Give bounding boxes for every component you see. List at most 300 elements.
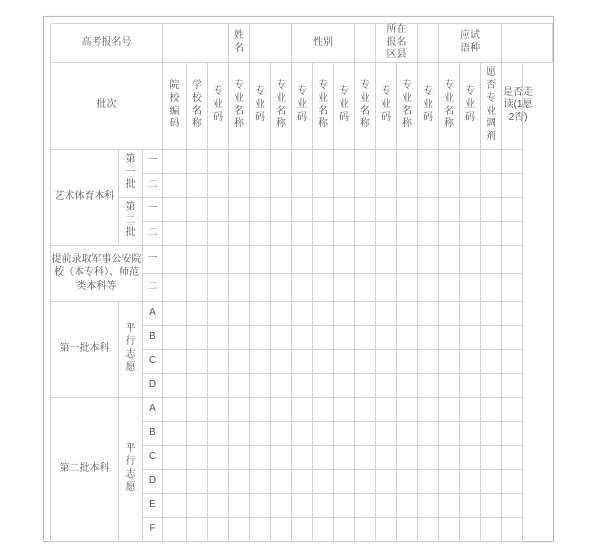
entry-cell[interactable] (163, 397, 187, 421)
entry-cell[interactable] (292, 493, 313, 517)
entry-cell[interactable] (397, 397, 418, 421)
entry-cell[interactable] (502, 349, 523, 373)
entry-cell[interactable] (460, 173, 481, 197)
entry-cell[interactable] (481, 469, 502, 493)
entry-cell[interactable] (187, 245, 208, 273)
col-header: 愿否专业调剂 (481, 62, 502, 149)
entry-cell[interactable] (481, 349, 502, 373)
entry-cell[interactable] (376, 197, 397, 221)
entry-cell[interactable] (439, 245, 460, 273)
entry-cell[interactable] (418, 421, 439, 445)
entry-cell[interactable] (271, 197, 292, 221)
entry-cell[interactable] (292, 349, 313, 373)
entry-cell[interactable] (439, 173, 460, 197)
first-parallel-label: 平行志愿 (119, 301, 143, 397)
entry-cell[interactable] (208, 445, 229, 469)
entry-cell[interactable] (313, 273, 334, 301)
entry-cell[interactable] (418, 245, 439, 273)
entry-cell[interactable] (313, 173, 334, 197)
entry-cell[interactable] (334, 469, 355, 493)
entry-cell[interactable] (229, 493, 250, 517)
entry-cell[interactable] (271, 301, 292, 325)
entry-cell[interactable] (334, 245, 355, 273)
entry-cell[interactable] (163, 149, 187, 173)
entry-cell[interactable] (355, 421, 376, 445)
entry-cell[interactable] (439, 197, 460, 221)
entry-cell[interactable] (271, 493, 292, 517)
entry-cell[interactable] (229, 149, 250, 173)
entry-cell[interactable] (187, 349, 208, 373)
entry-cell[interactable] (187, 493, 208, 517)
col-header: 专业码 (334, 62, 355, 149)
first-batch-label: 第一批本科 (51, 301, 119, 397)
entry-cell[interactable] (313, 349, 334, 373)
entry-cell[interactable] (355, 397, 376, 421)
entry-cell[interactable] (397, 349, 418, 373)
entry-cell[interactable] (355, 469, 376, 493)
entry-cell[interactable] (187, 325, 208, 349)
entry-cell[interactable] (481, 221, 502, 245)
entry-cell[interactable] (460, 245, 481, 273)
entry-cell[interactable] (355, 373, 376, 397)
entry-cell[interactable] (397, 221, 418, 245)
entry-cell[interactable] (376, 517, 397, 541)
entry-cell[interactable] (208, 397, 229, 421)
entry-cell[interactable] (334, 173, 355, 197)
entry-cell[interactable] (397, 445, 418, 469)
entry-cell[interactable] (439, 397, 460, 421)
col-header: 院校编码 (163, 62, 187, 149)
entry-cell[interactable] (481, 173, 502, 197)
entry-cell[interactable] (313, 325, 334, 349)
entry-cell[interactable] (292, 517, 313, 541)
entry-cell[interactable] (376, 493, 397, 517)
entry-cell[interactable] (313, 469, 334, 493)
entry-cell[interactable] (250, 517, 271, 541)
entry-cell[interactable] (292, 173, 313, 197)
entry-cell[interactable] (460, 493, 481, 517)
entry-cell[interactable] (439, 373, 460, 397)
entry-cell[interactable] (271, 273, 292, 301)
entry-cell[interactable] (418, 301, 439, 325)
col-header: 专业名称 (397, 62, 418, 149)
entry-cell[interactable] (163, 493, 187, 517)
entry-cell[interactable] (187, 517, 208, 541)
entry-cell[interactable] (208, 469, 229, 493)
entry-cell[interactable] (481, 273, 502, 301)
entry-cell[interactable] (292, 325, 313, 349)
entry-cell[interactable] (250, 397, 271, 421)
entry-cell[interactable] (250, 245, 271, 273)
entry-cell[interactable] (313, 149, 334, 173)
entry-cell[interactable] (460, 469, 481, 493)
entry-cell[interactable] (397, 421, 418, 445)
entry-cell[interactable] (229, 349, 250, 373)
entry-cell[interactable] (187, 301, 208, 325)
entry-cell[interactable] (460, 149, 481, 173)
entry-cell[interactable] (187, 221, 208, 245)
entry-cell[interactable] (292, 273, 313, 301)
entry-cell[interactable] (418, 397, 439, 421)
entry-cell[interactable] (418, 273, 439, 301)
entry-cell[interactable] (418, 221, 439, 245)
entry-cell[interactable] (460, 197, 481, 221)
entry-cell[interactable] (250, 301, 271, 325)
entry-cell[interactable] (502, 517, 523, 541)
entry-cell[interactable] (418, 517, 439, 541)
name-field[interactable] (250, 24, 292, 63)
entry-cell[interactable] (397, 325, 418, 349)
entry-cell[interactable] (460, 301, 481, 325)
entry-cell[interactable] (355, 173, 376, 197)
entry-cell[interactable] (334, 349, 355, 373)
entry-cell[interactable] (208, 273, 229, 301)
entry-cell[interactable] (292, 245, 313, 273)
entry-cell[interactable] (334, 373, 355, 397)
col-header: 专业码 (292, 62, 313, 149)
entry-cell[interactable] (334, 273, 355, 301)
entry-cell[interactable] (292, 397, 313, 421)
entry-cell[interactable] (460, 517, 481, 541)
entry-cell[interactable] (397, 373, 418, 397)
entry-cell[interactable] (163, 325, 187, 349)
entry-cell[interactable] (250, 325, 271, 349)
entry-cell[interactable] (502, 373, 523, 397)
entry-cell[interactable] (439, 301, 460, 325)
entry-cell[interactable] (208, 149, 229, 173)
entry-cell[interactable] (376, 245, 397, 273)
entry-cell[interactable] (229, 245, 250, 273)
entry-cell[interactable] (229, 197, 250, 221)
entry-cell[interactable] (502, 245, 523, 273)
entry-cell[interactable] (418, 445, 439, 469)
entry-cell[interactable] (187, 273, 208, 301)
entry-cell[interactable] (460, 273, 481, 301)
entry-cell[interactable] (313, 493, 334, 517)
entry-cell[interactable] (481, 493, 502, 517)
entry-cell[interactable] (208, 517, 229, 541)
entry-cell[interactable] (313, 397, 334, 421)
entry-cell[interactable] (418, 325, 439, 349)
entry-cell[interactable] (271, 469, 292, 493)
entry-cell[interactable] (481, 245, 502, 273)
entry-cell[interactable] (250, 173, 271, 197)
entry-cell[interactable] (418, 173, 439, 197)
entry-cell[interactable] (208, 173, 229, 197)
entry-cell[interactable] (376, 273, 397, 301)
entry-cell[interactable] (439, 421, 460, 445)
entry-cell[interactable] (229, 221, 250, 245)
entry-cell[interactable] (163, 173, 187, 197)
entry-cell[interactable] (250, 197, 271, 221)
entry-cell[interactable] (418, 149, 439, 173)
entry-cell[interactable] (292, 301, 313, 325)
entry-cell[interactable] (418, 469, 439, 493)
entry-cell[interactable] (292, 197, 313, 221)
entry-cell[interactable] (481, 517, 502, 541)
entry-cell[interactable] (271, 421, 292, 445)
entry-cell[interactable] (481, 373, 502, 397)
entry-cell[interactable] (229, 517, 250, 541)
entry-cell[interactable] (250, 273, 271, 301)
entry-cell[interactable] (376, 349, 397, 373)
military-label: 提前录取军事公安院校（本专科）、师范类本科等 (51, 245, 143, 301)
entry-cell[interactable] (292, 469, 313, 493)
entry-cell[interactable] (229, 373, 250, 397)
entry-cell[interactable] (187, 173, 208, 197)
entry-cell[interactable] (460, 349, 481, 373)
entry-cell[interactable] (334, 445, 355, 469)
entry-cell[interactable] (313, 301, 334, 325)
entry-cell[interactable] (187, 373, 208, 397)
col-header: 专业码 (418, 62, 439, 149)
entry-cell[interactable] (355, 149, 376, 173)
entry-cell[interactable] (250, 493, 271, 517)
entry-cell[interactable] (250, 445, 271, 469)
entry-cell[interactable] (187, 149, 208, 173)
entry-cell[interactable] (163, 245, 187, 273)
entry-cell[interactable] (460, 325, 481, 349)
entry-cell[interactable] (397, 173, 418, 197)
entry-cell[interactable] (502, 445, 523, 469)
entry-cell[interactable] (460, 397, 481, 421)
entry-cell[interactable] (376, 445, 397, 469)
entry-cell[interactable] (397, 301, 418, 325)
entry-cell[interactable] (355, 493, 376, 517)
col-header: 专业名称 (229, 62, 250, 149)
entry-cell[interactable] (292, 421, 313, 445)
entry-cell[interactable] (376, 397, 397, 421)
name-label: 姓名 (229, 24, 250, 63)
entry-cell[interactable] (397, 245, 418, 273)
entry-cell[interactable] (397, 517, 418, 541)
entry-cell[interactable] (439, 149, 460, 173)
language-label: 应试语种 (439, 24, 502, 63)
entry-cell[interactable] (229, 397, 250, 421)
entry-cell[interactable] (292, 149, 313, 173)
entry-cell[interactable] (163, 469, 187, 493)
entry-cell[interactable] (481, 301, 502, 325)
gender-field[interactable] (355, 24, 376, 63)
entry-cell[interactable] (460, 373, 481, 397)
entry-cell[interactable] (208, 493, 229, 517)
entry-cell[interactable] (502, 325, 523, 349)
entry-cell[interactable] (163, 349, 187, 373)
entry-cell[interactable] (271, 445, 292, 469)
entry-cell[interactable] (502, 493, 523, 517)
entry-cell[interactable] (292, 221, 313, 245)
entry-cell[interactable] (208, 373, 229, 397)
entry-cell[interactable] (271, 325, 292, 349)
entry-cell[interactable] (502, 273, 523, 301)
entry-cell[interactable] (250, 149, 271, 173)
entry-cell[interactable] (439, 493, 460, 517)
entry-cell[interactable] (376, 373, 397, 397)
entry-cell[interactable] (250, 373, 271, 397)
entry-cell[interactable] (271, 373, 292, 397)
entry-cell[interactable] (481, 397, 502, 421)
entry-cell[interactable] (208, 421, 229, 445)
entry-cell[interactable] (376, 325, 397, 349)
entry-cell[interactable] (271, 245, 292, 273)
entry-cell[interactable] (208, 349, 229, 373)
entry-cell[interactable] (163, 197, 187, 221)
entry-cell[interactable] (376, 173, 397, 197)
entry-cell[interactable] (481, 445, 502, 469)
entry-cell[interactable] (271, 221, 292, 245)
second-letter: C (143, 445, 163, 469)
entry-cell[interactable] (208, 325, 229, 349)
entry-cell[interactable] (208, 301, 229, 325)
entry-cell[interactable] (229, 173, 250, 197)
entry-cell[interactable] (313, 221, 334, 245)
entry-cell[interactable] (334, 493, 355, 517)
entry-cell[interactable] (163, 373, 187, 397)
first-letter: A (143, 301, 163, 325)
entry-cell[interactable] (187, 421, 208, 445)
entry-cell[interactable] (208, 197, 229, 221)
entry-cell[interactable] (292, 373, 313, 397)
entry-cell[interactable] (271, 517, 292, 541)
entry-cell[interactable] (313, 245, 334, 273)
entry-cell[interactable] (502, 173, 523, 197)
entry-cell[interactable] (187, 397, 208, 421)
entry-cell[interactable] (355, 221, 376, 245)
entry-cell[interactable] (229, 445, 250, 469)
entry-cell[interactable] (418, 197, 439, 221)
entry-cell[interactable] (355, 197, 376, 221)
entry-cell[interactable] (271, 149, 292, 173)
entry-cell[interactable] (271, 349, 292, 373)
entry-cell[interactable] (334, 325, 355, 349)
entry-cell[interactable] (460, 221, 481, 245)
second-batch-row (51, 397, 553, 421)
entry-cell[interactable] (229, 301, 250, 325)
first-letter: D (143, 373, 163, 397)
district-field[interactable] (418, 24, 439, 63)
entry-cell[interactable] (355, 349, 376, 373)
entry-cell[interactable] (250, 349, 271, 373)
entry-cell[interactable] (334, 221, 355, 245)
entry-cell[interactable] (460, 421, 481, 445)
entry-cell[interactable] (313, 373, 334, 397)
entry-cell[interactable] (313, 421, 334, 445)
entry-cell[interactable] (334, 517, 355, 541)
entry-cell[interactable] (163, 517, 187, 541)
entry-cell[interactable] (397, 197, 418, 221)
entry-cell[interactable] (334, 197, 355, 221)
entry-cell[interactable] (355, 325, 376, 349)
entry-cell[interactable] (439, 325, 460, 349)
entry-cell[interactable] (355, 245, 376, 273)
art-batch1-label: 第一批 (119, 149, 143, 197)
entry-cell[interactable] (481, 197, 502, 221)
entry-cell[interactable] (313, 517, 334, 541)
entry-cell[interactable] (208, 221, 229, 245)
entry-cell[interactable] (376, 221, 397, 245)
entry-cell[interactable] (250, 221, 271, 245)
entry-cell[interactable] (397, 493, 418, 517)
entry-cell[interactable] (271, 173, 292, 197)
art-row (51, 197, 553, 221)
entry-cell[interactable] (502, 197, 523, 221)
entry-cell[interactable] (502, 397, 523, 421)
entry-cell[interactable] (163, 421, 187, 445)
entry-cell[interactable] (481, 325, 502, 349)
entry-cell[interactable] (208, 245, 229, 273)
entry-cell[interactable] (439, 349, 460, 373)
entry-cell[interactable] (502, 421, 523, 445)
entry-cell[interactable] (502, 301, 523, 325)
entry-cell[interactable] (187, 469, 208, 493)
entry-cell[interactable] (334, 397, 355, 421)
entry-cell[interactable] (334, 421, 355, 445)
exam-no-field[interactable] (163, 24, 229, 63)
entry-cell[interactable] (187, 197, 208, 221)
military-sub2: 二 (143, 273, 163, 301)
entry-cell[interactable] (418, 349, 439, 373)
entry-cell[interactable] (376, 301, 397, 325)
entry-cell[interactable] (355, 301, 376, 325)
entry-cell[interactable] (439, 517, 460, 541)
entry-cell[interactable] (439, 445, 460, 469)
col-header: 专业名称 (439, 62, 460, 149)
entry-cell[interactable] (439, 273, 460, 301)
entry-cell[interactable] (460, 445, 481, 469)
entry-cell[interactable] (250, 469, 271, 493)
entry-cell[interactable] (481, 421, 502, 445)
language-field[interactable] (502, 24, 553, 63)
entry-cell[interactable] (397, 273, 418, 301)
entry-cell[interactable] (418, 493, 439, 517)
entry-cell[interactable] (229, 469, 250, 493)
col-header: 专业码 (460, 62, 481, 149)
entry-cell[interactable] (502, 149, 523, 173)
entry-cell[interactable] (250, 421, 271, 445)
entry-cell[interactable] (355, 273, 376, 301)
entry-cell[interactable] (313, 445, 334, 469)
entry-cell[interactable] (163, 445, 187, 469)
entry-cell[interactable] (229, 273, 250, 301)
entry-cell[interactable] (481, 149, 502, 173)
entry-cell[interactable] (502, 469, 523, 493)
entry-cell[interactable] (187, 445, 208, 469)
entry-cell[interactable] (439, 221, 460, 245)
entry-cell[interactable] (439, 469, 460, 493)
entry-cell[interactable] (163, 301, 187, 325)
entry-cell[interactable] (229, 421, 250, 445)
entry-cell[interactable] (334, 149, 355, 173)
entry-cell[interactable] (271, 397, 292, 421)
first-letter: C (143, 349, 163, 373)
entry-cell[interactable] (376, 469, 397, 493)
entry-cell[interactable] (355, 517, 376, 541)
entry-cell[interactable] (418, 373, 439, 397)
entry-cell[interactable] (376, 149, 397, 173)
entry-cell[interactable] (355, 445, 376, 469)
entry-cell[interactable] (229, 325, 250, 349)
entry-cell[interactable] (397, 149, 418, 173)
entry-cell[interactable] (163, 221, 187, 245)
entry-cell[interactable] (292, 445, 313, 469)
entry-cell[interactable] (502, 221, 523, 245)
entry-cell[interactable] (376, 421, 397, 445)
entry-cell[interactable] (397, 469, 418, 493)
entry-cell[interactable] (334, 301, 355, 325)
art-batch2-sub1: 一 (143, 197, 163, 221)
entry-cell[interactable] (313, 197, 334, 221)
entry-cell[interactable] (163, 273, 187, 301)
